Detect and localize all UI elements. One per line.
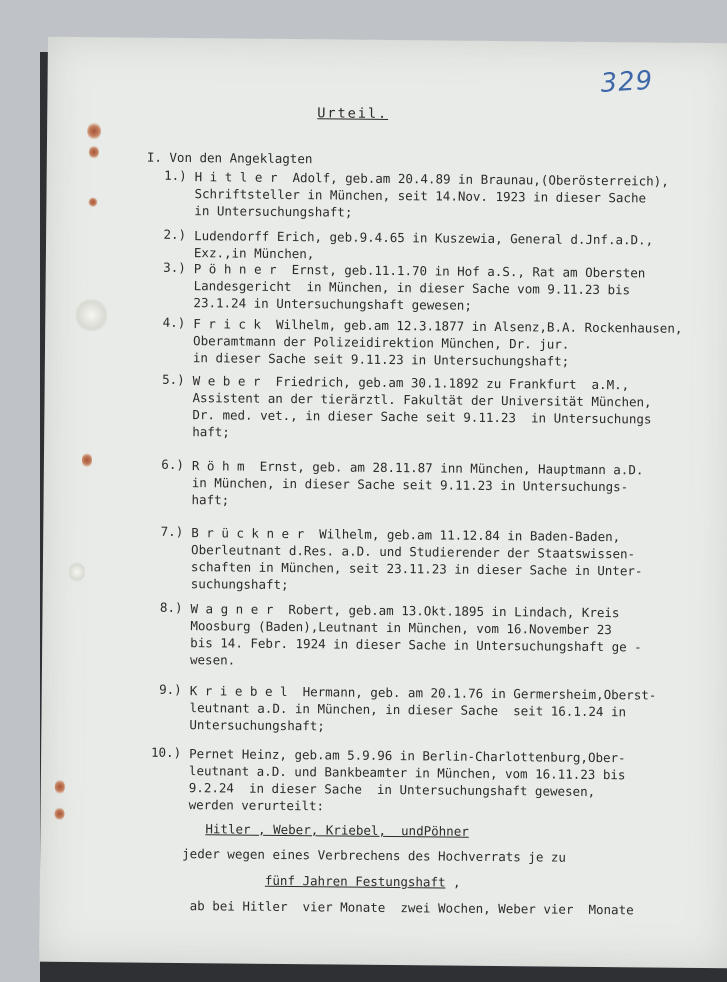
verdict-sentence-suffix: , <box>445 874 461 890</box>
entry-line: Pernet Heinz, geb.am 5.9.96 in Berlin-Charlottenburg,Ober- <box>189 746 626 766</box>
entry-line: suchungshaft; <box>190 576 289 593</box>
entry-line: P ö h n e r Ernst, geb.11.1.70 in Hof a.S., Rat am Obersten <box>193 261 646 281</box>
entry-line: Untersuchungshaft; <box>189 717 325 734</box>
entry-number: 2.) <box>163 226 187 243</box>
rust-stain <box>55 779 65 795</box>
entry-line: 9.2.24 in dieser Sache in Untersuchungshaft gewesen, <box>188 780 596 799</box>
entry-line: wesen. <box>189 652 236 668</box>
entry-line: Moosburg (Baden),Leutnant in München, vom 16.November 23 <box>190 618 612 638</box>
rust-stain <box>87 122 101 140</box>
entry-line: Oberleutnant d.Res. a.D. und Studierender der Staatswissen- <box>191 542 636 562</box>
entry-number: 3.) <box>163 259 186 276</box>
punched-hole <box>69 562 85 582</box>
rust-stain <box>89 145 99 159</box>
verdict-sentence: fünf Jahren Festungshaft <box>264 872 446 890</box>
entry-line: Ludendorff Erich, geb.9.4.65 in Kuszewia, General d.Jnf.a.D., <box>194 228 654 248</box>
entry-line: Dr. med. vet., in dieser Sache seit 9.11.23 in Untersuchungs <box>192 407 652 427</box>
entry-line: leutnant a.D. und Bankbeamter in München, vom 16.11.23 bis <box>188 763 626 783</box>
entry-text <box>191 457 727 513</box>
defendant-entry <box>147 523 727 593</box>
document-page <box>39 37 727 969</box>
entry-line: in Untersuchungshaft; <box>194 203 353 220</box>
entry-number: 6.) <box>161 456 184 473</box>
defendant-entry <box>145 744 725 814</box>
entry-line: F r i c k Wilhelm, geb.am 12.3.1877 in Alsenz,B.A. Rockenhausen, <box>193 316 683 336</box>
entry-line: Assistent an der tierärztl. Fakultät der Universität München, <box>192 390 652 410</box>
verdict-sentence-line <box>265 873 461 890</box>
entry-text <box>189 682 727 738</box>
entry-line: werden verurteilt: <box>188 797 325 814</box>
entry-number: 5.) <box>162 371 185 388</box>
entry-number: 10.) <box>150 744 182 760</box>
defendant-entry <box>148 456 727 508</box>
defendant-entry <box>147 599 727 668</box>
entry-line: in München, in dieser Sache seit 9.11.23 in Untersuchungs- <box>191 475 629 495</box>
entry-line: Landesgericht in München, in dieser Sache vom 9.11.23 bis <box>193 278 631 298</box>
document-title: Urteil. <box>317 105 389 122</box>
defendant-entry <box>150 226 727 262</box>
entry-number: 8.) <box>159 599 183 616</box>
verdict-names: Hitler , Weber, Kriebel, undPöhner <box>205 821 469 839</box>
defendant-entry <box>146 681 726 734</box>
entry-number: 9.) <box>159 681 182 698</box>
entry-line: in dieser Sache seit 9.11.23 in Untersuchungshaft; <box>192 350 570 369</box>
entry-line: 23.1.24 in Untersuchungshaft gewesen; <box>193 295 472 313</box>
entry-number: 1.) <box>164 167 187 184</box>
entry-text <box>193 315 727 371</box>
entry-line: leutnant a.D. in München, in dieser Sache seit 16.1.24 in <box>189 700 627 720</box>
entry-text <box>190 600 727 673</box>
punched-hole <box>75 299 107 331</box>
entry-line: K r i e b e l Hermann, geb. am 20.1.76 in Germersheim,Oberst- <box>189 683 657 703</box>
entry-line: schaften in München, seit 23.11.23 in dieser Sache in Unter- <box>190 559 643 579</box>
entry-number: 4.) <box>162 314 186 331</box>
entry-line: H i t l e r Adolf, geb.am 20.4.89 in Braunau,(Oberösterreich), <box>194 169 669 189</box>
rust-stain <box>88 197 97 207</box>
page-number: 329 <box>599 65 655 99</box>
entry-line: W a g n e r Robert, geb.am 13.Okt.1895 in Lindach, Kreis <box>190 601 620 621</box>
rust-stain <box>82 452 92 468</box>
entry-line: Exz.,in München, <box>193 245 315 262</box>
verdict-line-1: jeder wegen eines Verbrechens des Hochverrats je zu <box>182 846 567 865</box>
entry-text <box>189 745 727 818</box>
entry-line: W e b e r Friedrich, geb.am 30.1.1892 zu Frankfurt a.M., <box>192 373 630 393</box>
entry-text <box>194 168 727 224</box>
entry-line: Oberamtmann der Polizeidirektion München, Dr. jur. <box>193 333 570 352</box>
entry-text <box>193 260 727 316</box>
defendant-entry <box>149 314 727 369</box>
defendant-entry <box>149 371 727 440</box>
entry-text <box>192 372 727 445</box>
defendant-entry <box>151 167 727 220</box>
entry-line: B r ü c k n e r Wilhelm, geb.am 11.12.84 in Baden-Baden, <box>191 525 621 545</box>
entry-line: R ö h m Ernst, geb. am 28.11.87 inn München, Hauptmann a.D. <box>191 458 644 478</box>
verdict-line-3: ab bei Hitler vier Monate zwei Wochen, Weber vier Monate <box>189 898 634 918</box>
section-heading: I. Von den Angeklagten <box>146 149 313 167</box>
entry-line: haft; <box>191 492 230 508</box>
entry-line: bis 14. Febr. 1924 in dieser Sache in Untersuchungshaft ge - <box>190 635 642 655</box>
entry-number: 7.) <box>160 523 184 540</box>
entry-line: Schriftsteller in München, seit 14.Nov. 1923 in dieser Sache <box>194 186 647 206</box>
entry-text <box>191 524 727 597</box>
rust-stain <box>54 807 64 821</box>
entry-line: haft; <box>192 424 230 440</box>
